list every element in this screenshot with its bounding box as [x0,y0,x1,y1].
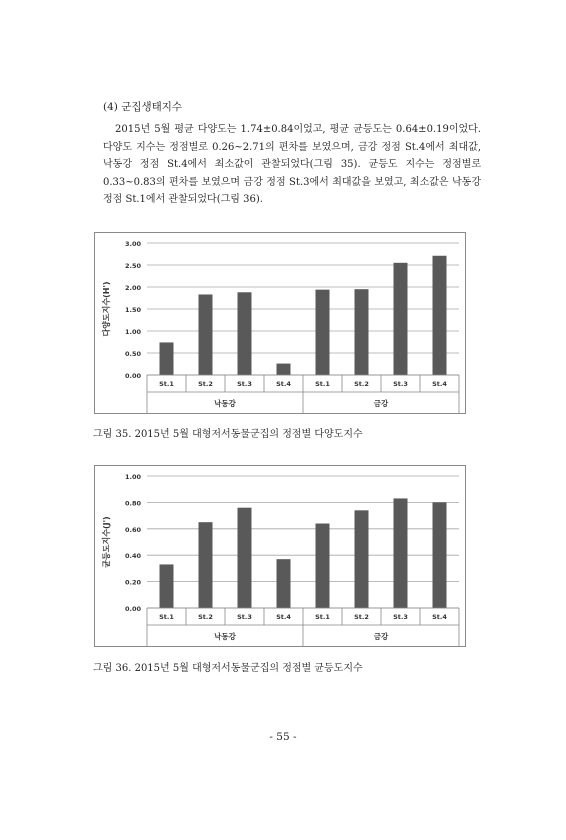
x-tick-label: St.4 [276,380,291,388]
x-tick-label: St.1 [315,613,330,621]
y-tick-label: 2.00 [124,284,141,292]
bar [277,364,291,375]
group-label: 금강 [373,632,389,641]
y-tick-label: 3.00 [124,240,141,248]
bar [433,502,447,608]
x-tick-label: St.3 [237,613,252,621]
y-tick-label: 1.50 [124,306,141,314]
y-axis-title: 다양도지수(H') [102,281,111,337]
diversity-chart-svg [95,233,465,413]
x-tick-label: St.4 [432,380,447,388]
y-axis-title: 균등도지수(J') [102,516,111,568]
bar [355,510,369,608]
x-tick-label: St.1 [315,380,330,388]
y-tick-label: 1.00 [124,328,141,336]
group-label: 낙동강 [214,399,236,408]
x-tick-label: St.4 [432,613,447,621]
x-tick-label: St.2 [198,380,213,388]
bar [199,522,213,608]
bar [160,564,174,608]
y-tick-label: 1.00 [124,473,141,481]
bar [199,294,213,375]
y-tick-label: 0.00 [124,372,141,380]
paragraph-text: 2015년 5월 평균 다양도는 1.74±0.84이었고, 평균 균등도는 0.64±0.19이었다. 다양도 지수는 정점별로 0.26~2.71의 편차를 보였으며, 금강 정점 St.4에서 최대값, 낙동강 정점 St.4에서 최소값이 관찰되었다(그림 35). 균등도 지수는 정점별로 0.33~0.83의 편차를 보였으며 금강 정점 St.3에서 최대값을 보였고, 최소값은 낙동강 정점 St.1에서 관찰되었다(그림 36). [103,124,481,206]
bar [238,292,252,375]
evenness-chart [94,465,466,647]
bar [316,290,330,375]
x-tick-label: St.3 [393,380,408,388]
bar [394,498,408,608]
evenness-chart-svg [95,466,465,646]
figure-35-caption: 그림 35. 2015년 5월 대형저서동물군집의 정점별 다양도지수 [93,429,363,440]
group-label: 금강 [373,399,389,408]
bar [277,559,291,608]
y-tick-label: 0.50 [124,350,141,358]
section-paragraph [103,121,481,209]
bar [160,342,174,375]
bar [238,508,252,608]
section-heading: (4) 군집생태지수 [103,101,183,113]
figure-36-caption: 그림 36. 2015년 5월 대형저서동물군집의 정점별 균등도지수 [93,663,363,674]
y-tick-label: 0.60 [124,525,141,534]
y-tick-label: 0.80 [124,499,141,508]
x-tick-label: St.2 [354,613,369,621]
x-tick-label: St.2 [198,613,213,621]
x-tick-label: St.4 [276,613,291,621]
x-tick-label: St.2 [354,380,369,388]
bar [355,289,369,375]
x-tick-label: St.3 [237,380,252,388]
y-tick-label: 0.40 [124,552,141,561]
group-label: 낙동강 [214,632,236,641]
bar [316,524,330,608]
bar [394,263,408,375]
y-tick-label: 0.00 [124,605,141,613]
diversity-chart [94,232,466,414]
x-tick-label: St.1 [159,613,174,621]
x-tick-label: St.3 [393,613,408,621]
bar [433,256,447,375]
page-number: - 55 - [269,731,297,743]
y-tick-label: 0.20 [124,578,141,587]
y-tick-label: 2.50 [124,262,141,270]
x-tick-label: St.1 [159,380,174,388]
